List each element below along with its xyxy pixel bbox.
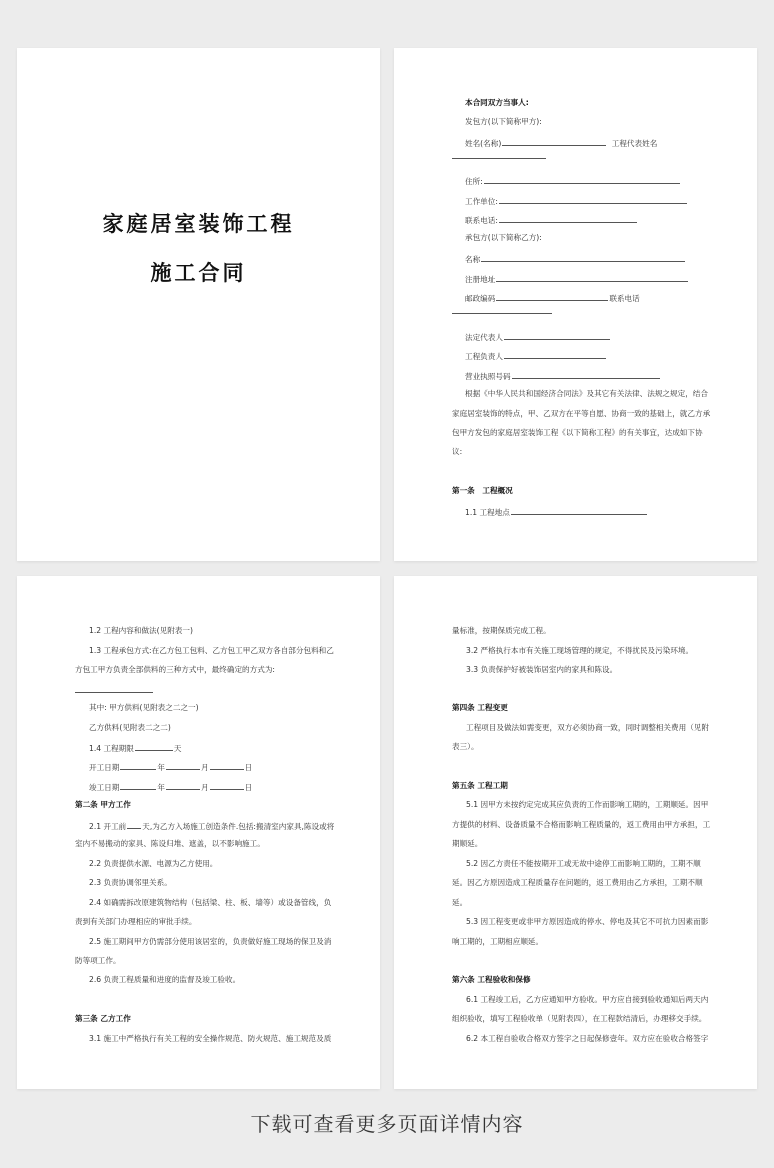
fill-blank [210, 781, 244, 790]
postcode-label: 邮政编码 [465, 294, 496, 303]
phone-label: 联系电话: [465, 216, 498, 225]
clause-2-1-label: 2.1 开工前 [89, 822, 127, 831]
article-2-heading: 第二条 甲方工作 [75, 800, 131, 809]
start-date-label: 开工日期 [89, 763, 120, 772]
article-6-heading: 第六条 工程验收和保修 [452, 975, 531, 984]
party-b-postcode-line [465, 292, 640, 304]
fill-blank [210, 761, 244, 770]
fill-blank [512, 370, 660, 379]
fill-blank [120, 781, 156, 790]
contract-page-2 [394, 48, 757, 561]
fill-blank [496, 292, 608, 301]
article-5-heading: 第五条 工程工期 [452, 781, 508, 790]
text-line: 1.2 工程内容和做法(见附表一) [89, 626, 193, 635]
project-lead-line [465, 350, 607, 362]
text-line: 6.2 本工程自验收合格双方签字之日起保修壹年。双方应在验收合格签字 [466, 1034, 709, 1043]
fill-blank [511, 506, 647, 515]
month-label: 月 [200, 783, 209, 792]
fill-blank [502, 137, 606, 146]
preamble-line: 议: [452, 447, 463, 456]
text-line: 5.2 因乙方责任不能按期开工或无故中途停工而影响工期的，工期不顺 [466, 859, 701, 868]
fill-blank [452, 158, 546, 159]
text-line: 延。因乙方原因造成工程质量存在问题的，返工费用由乙方承担，工期不顺 [452, 878, 703, 887]
text-line: 1.3 工程承包方式:在乙方包工包料、乙方包工甲乙双方各自部分包料和乙 [89, 646, 334, 655]
text-line: 2.5 施工期间甲方仍需部分使用该居室的，负责做好施工现场的保卫及消 [89, 937, 332, 946]
party-b-heading: 承包方(以下简称乙方): [465, 233, 542, 242]
parties-heading: 本合同双方当事人: [465, 98, 529, 107]
party-a-rep-label: 工程代表姓名 [611, 139, 658, 148]
text-line: 组织验收，填写工程验收单（见附表四），在工程款结清后，办理移交手续。 [452, 1014, 707, 1023]
text-line: 责到有关部门办理相应的审批手续。 [75, 917, 197, 926]
text-line: 5.1 因甲方未按约定完成其应负责的工作而影响工期的，工期顺延。因甲 [466, 800, 709, 809]
duration-label: 1.4 工程期限 [89, 744, 134, 753]
end-date-label: 竣工日期 [89, 783, 120, 792]
party-a-workplace-line [465, 195, 688, 207]
fill-blank [499, 214, 637, 223]
contract-page-3 [17, 576, 380, 1089]
fill-blank [127, 820, 141, 829]
workplace-label: 工作单位: [465, 197, 498, 206]
text-line: 响工期的，工期相应顺延。 [452, 937, 544, 946]
year-label: 年 [157, 763, 165, 772]
end-date-line [89, 781, 252, 793]
preamble-line: 根据《中华人民共和国经济合同法》及其它有关法律、法规之规定，结合 [465, 389, 708, 398]
month-label: 月 [200, 763, 209, 772]
text-line: 方包工甲方负责全部供料的三种方式中，最终确定的方式为: [75, 665, 275, 674]
fill-blank [481, 253, 685, 262]
legal-rep-line [465, 331, 611, 343]
party-a-name-label: 姓名(名称) [465, 139, 502, 148]
license-line [465, 370, 661, 382]
text-line: 5.3 因工程变更或非甲方原因造成的停水、停电及其它不可抗力因素而影 [466, 917, 709, 926]
text-line: 3.3 负责保护好被装饰居室内的家具和陈设。 [466, 665, 618, 674]
clause-2-1-text: 天,为乙方入场施工创造条件.包括:搬清室内家具,陈设或将 [142, 822, 335, 831]
fill-blank [499, 195, 687, 204]
site-location-label: 1.1 工程地点 [465, 508, 510, 517]
address-label: 住所: [465, 177, 483, 186]
year-label: 年 [157, 783, 165, 792]
fill-blank [135, 742, 173, 751]
fill-blank [75, 692, 153, 693]
cover-title-line1: 家庭居室装饰工程 [102, 212, 295, 236]
preamble-line: 包甲方发包的家庭居室装饰工程《以下简称工程》的有关事宜，达成如下协 [452, 428, 703, 437]
party-a-phone-line [465, 214, 638, 226]
download-caption: 下载可查看更多页面详情内容 [250, 1112, 524, 1136]
project-lead-label: 工程负责人 [465, 352, 503, 361]
clause-2-1-line [89, 820, 334, 832]
fill-blank [504, 350, 606, 359]
day-label: 日 [244, 763, 253, 772]
fill-blank [496, 273, 688, 282]
fill-blank [166, 761, 200, 770]
party-b-name-label: 名称 [465, 255, 481, 264]
preamble-line: 家庭居室装饰的特点，甲、乙双方在平等自愿、协商一致的基础上，就乙方承 [452, 409, 711, 418]
contract-page-4 [394, 576, 757, 1089]
fill-blank [120, 761, 156, 770]
text-line: 室内不易搬动的家具、陈设归堆、遮盖，以不影响施工。 [75, 839, 265, 848]
registered-address-label: 注册地址 [465, 275, 496, 284]
text-line: 2.2 负责提供水源、电源为乙方使用。 [89, 859, 218, 868]
day-label: 日 [244, 783, 253, 792]
party-a-name-line [465, 137, 657, 149]
party-a-address-line [465, 175, 681, 187]
duration-line [89, 742, 181, 754]
license-label: 营业执照号码 [465, 372, 511, 381]
fill-blank [484, 175, 680, 184]
text-line: 3.1 施工中严格执行有关工程的安全操作规范、防火规范、施工规范及质 [89, 1034, 332, 1043]
site-location-line [465, 506, 648, 518]
text-line: 延。 [452, 898, 468, 907]
party-b-address-line [465, 273, 689, 285]
cover-page [17, 48, 380, 561]
text-line: 2.3 负责协调邻里关系。 [89, 878, 172, 887]
text-line: 方提供的材料、设备质量不合格而影响工程质量的，返工费用由甲方承担，工 [452, 820, 711, 829]
days-label: 天 [173, 744, 182, 753]
text-line: 乙方供料(见附表二之二) [89, 723, 171, 732]
article-4-heading: 第四条 工程变更 [452, 703, 508, 712]
text-line: 2.6 负责工程质量和进度的监督及竣工验收。 [89, 975, 241, 984]
start-date-line [89, 761, 252, 773]
text-line: 6.1 工程竣工后，乙方应通知甲方验收。甲方应自接到验收通知后两天内 [466, 995, 709, 1004]
text-line: 其中: 甲方供料(见附表之二之一) [89, 703, 199, 712]
legal-rep-label: 法定代表人 [465, 333, 503, 342]
cover-title-line2: 施工合同 [150, 261, 247, 285]
text-line: 防等项工作。 [75, 956, 121, 965]
text-line: 量标准，按期保质完成工程。 [452, 626, 551, 635]
fill-blank [504, 331, 610, 340]
text-line: 3.2 严格执行本市有关施工现场管理的规定，不得扰民及污染环境。 [466, 646, 694, 655]
text-line: 2.4 如确需拆改原建筑物结构（包括梁、柱、板、墙等）或设备管线，负 [89, 898, 332, 907]
party-a-heading: 发包方(以下简称甲方): [465, 117, 542, 126]
article-3-heading: 第三条 乙方工作 [75, 1014, 131, 1023]
party-b-phone-label: 联系电话 [609, 294, 640, 303]
party-b-name-line [465, 253, 686, 265]
fill-blank [452, 313, 552, 314]
text-line: 表三）。 [452, 742, 479, 751]
article-1-heading: 第一条 工程概况 [452, 486, 513, 495]
text-line: 工程项目及做法如需变更，双方必须协商一致，同时调整相关费用（见附 [466, 723, 709, 732]
text-line: 期顺延。 [452, 839, 483, 848]
fill-blank [166, 781, 200, 790]
